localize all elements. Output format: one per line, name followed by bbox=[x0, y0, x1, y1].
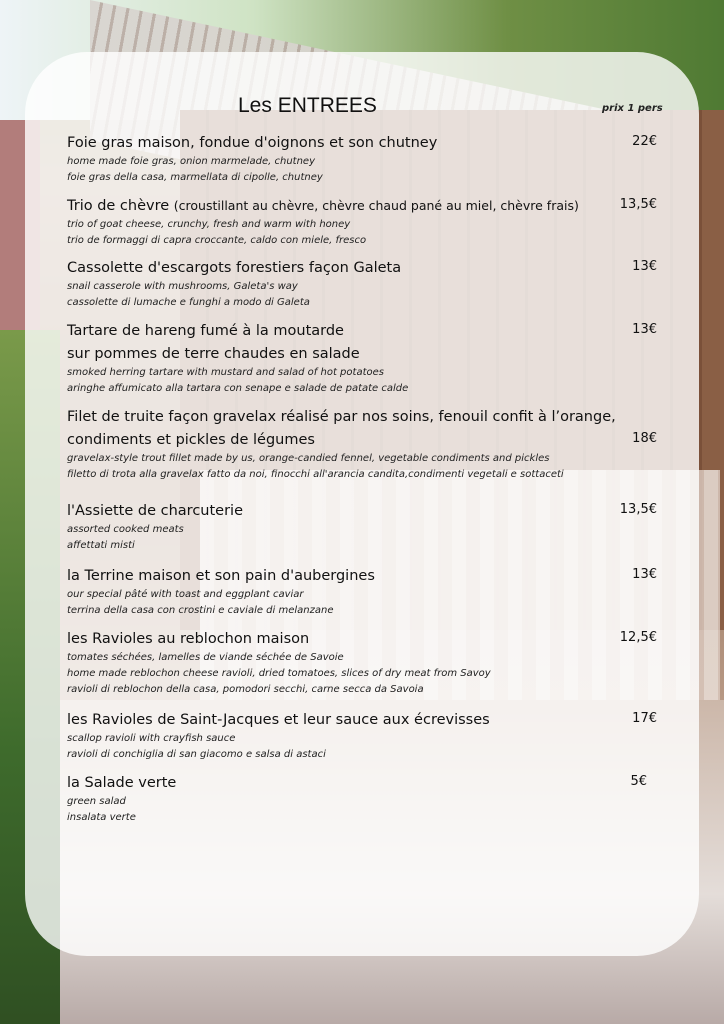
item-name: Foie gras maison, fondue d'oignons et son chutney bbox=[67, 135, 438, 151]
item-desc-en: trio of goat cheese, crunchy, fresh and warm with honey bbox=[67, 219, 351, 230]
menu-item bbox=[67, 132, 657, 186]
item-desc-en: scallop ravioli with crayfish sauce bbox=[67, 733, 236, 744]
item-name-line2: sur pommes de terre chaudes en salade bbox=[67, 346, 360, 362]
item-name: les Ravioles de Saint-Jacques et leur sauce aux écrevisses bbox=[67, 712, 490, 728]
item-desc-it: foie gras della casa, marmellata di cipolle, chutney bbox=[67, 172, 323, 183]
item-price: 13,5€ bbox=[619, 502, 657, 517]
item-price: 12,5€ bbox=[619, 630, 657, 645]
item-desc-en: green salad bbox=[67, 796, 126, 807]
item-name-detail: (croustillant au chèvre, chèvre chaud pané au miel, chèvre frais) bbox=[173, 198, 579, 213]
item-name-line bbox=[67, 195, 657, 217]
item-price: 13€ bbox=[632, 567, 657, 582]
item-name: la Salade verte bbox=[67, 775, 177, 791]
item-desc-en: smoked herring tartare with mustard and salad of hot potatoes bbox=[67, 367, 384, 378]
item-desc-fr: tomates séchées, lamelles de viande séchée de Savoie bbox=[67, 652, 344, 663]
item-desc-en: assorted cooked meats bbox=[67, 524, 184, 535]
item-desc-it: ravioli di conchiglia di san giacomo e salsa di astaci bbox=[67, 749, 326, 760]
item-desc-it: cassolette di lumache e funghi a modo di Galeta bbox=[67, 297, 310, 308]
menu-item bbox=[67, 257, 657, 311]
menu-item bbox=[67, 500, 657, 554]
item-name: les Ravioles au reblochon maison bbox=[67, 631, 310, 647]
item-desc-it: filetto di trota alla gravelax fatto da noi, finocchi all'arancia candita,condimenti vegetali e sottaceti bbox=[67, 469, 564, 480]
item-desc-it: insalata verte bbox=[67, 812, 136, 823]
item-price: 13,5€ bbox=[619, 197, 657, 212]
item-name: Tartare de hareng fumé à la moutarde bbox=[67, 323, 344, 339]
item-price: 5€ bbox=[630, 774, 647, 789]
item-price: 22€ bbox=[632, 134, 657, 149]
item-desc-it: ravioli di reblochon della casa, pomodori secchi, carne secca da Savoia bbox=[67, 684, 424, 695]
menu-item bbox=[67, 565, 657, 619]
menu-item bbox=[67, 628, 657, 698]
item-desc-en: home made foie gras, onion marmelade, chutney bbox=[67, 156, 315, 167]
item-name: la Terrine maison et son pain d'aubergines bbox=[67, 568, 375, 584]
menu-item bbox=[67, 195, 657, 249]
item-name: l'Assiette de charcuterie bbox=[67, 503, 243, 519]
item-desc-en: home made reblochon cheese ravioli, dried tomatoes, slices of dry meat from Savoy bbox=[67, 668, 491, 679]
item-price: 17€ bbox=[632, 711, 657, 726]
item-price: 13€ bbox=[632, 259, 657, 274]
item-desc-it: terrina della casa con crostini e caviale di melanzane bbox=[67, 605, 334, 616]
menu-item bbox=[67, 406, 657, 483]
item-desc-en: snail casserole with mushrooms, Galeta's way bbox=[67, 281, 298, 292]
item-desc-it: aringhe affumicato alla tartara con senape e salade de patate calde bbox=[67, 383, 409, 394]
item-desc-it: trio de formaggi di capra croccante, caldo con miele, fresco bbox=[67, 235, 367, 246]
menu-item bbox=[67, 320, 657, 397]
page-title: Les ENTREES bbox=[238, 94, 377, 117]
menu-item bbox=[67, 709, 657, 763]
item-price: 18€ bbox=[632, 431, 657, 446]
price-column-header: prix 1 pers bbox=[602, 103, 663, 114]
item-name: Filet de truite façon gravelax réalisé par nos soins, fenouil confit à l’orange, bbox=[67, 409, 616, 425]
item-desc-en: gravelax-style trout fillet made by us, orange-candied fennel, vegetable condiments and pickles bbox=[67, 453, 550, 464]
item-name: Trio de chèvre bbox=[67, 198, 170, 214]
item-name-line2: condiments et pickles de légumes bbox=[67, 432, 315, 448]
menu-item bbox=[67, 772, 657, 826]
item-desc-en: our special pâté with toast and eggplant caviar bbox=[67, 589, 304, 600]
item-price: 13€ bbox=[632, 322, 657, 337]
item-name: Cassolette d'escargots forestiers façon Galeta bbox=[67, 260, 402, 276]
item-desc-it: affettati misti bbox=[67, 540, 135, 551]
